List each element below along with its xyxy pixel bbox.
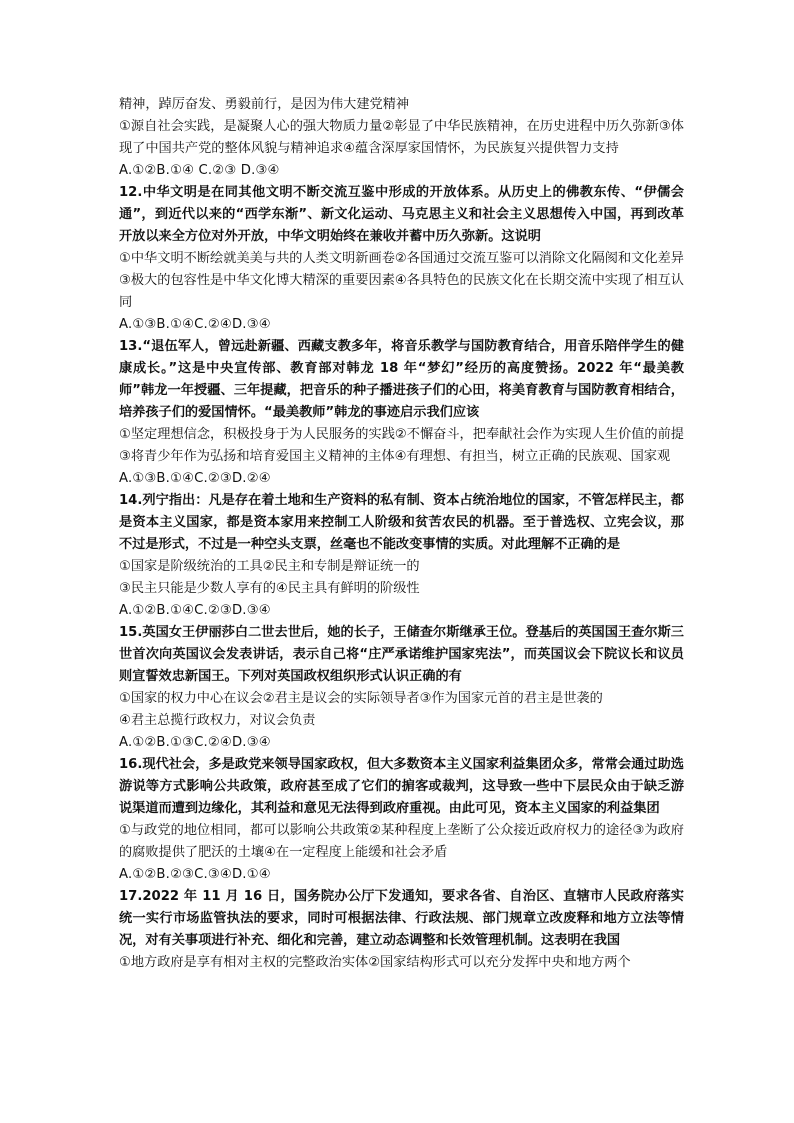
- text-line: 精神，踔厉奋发、勇毅前行，是因为伟大建党精神: [119, 97, 410, 112]
- answer-options: A.①③B.①④C.②④D.③④: [119, 317, 271, 332]
- statement-line: ④君主总揽行政权力，对议会负责: [119, 713, 316, 728]
- question-15: 15.英国女王伊丽莎白二世去世后，她的长子，王储查尔斯继承王位。登基后的英国国王查尔斯三世首次向英国议会发表讲话，表示自己将“庄严承诺维护国家宪法”，而英国议会下院议长和议员则宣誓效忠新国王。下列对英国政权组织形式认识正确的有: [119, 625, 684, 684]
- question-12: 12.中华文明是在同其他文明不断交流互鉴中形成的开放体系。从历史上的佛教东传、“伊儒会通”，到近代以来的“西学东渐”、新文化运动、马克思主义和社会主义思想传入中国，再到改革开放以来全方位对外开放，中华文明始终在兼收并蓄中历久弥新。这说明: [119, 185, 684, 244]
- answer-options: A.①②B.①④C.②③D.③④: [119, 603, 271, 618]
- question-16: 16.现代社会，多是政党来领导国家政权，但大多数资本主义国家利益集团众多，常常会通过助选游说等方式影响公共政策，政府甚至成了它们的掮客或裁判，这导致一些中下层民众由于缺乏游说渠道而遭到边缘化，其利益和意见无法得到政府重视。由此可见，资本主义国家的利益集团: [119, 757, 684, 816]
- statement-line: ①坚定理想信念，积极投身于为人民服务的实践②不懈奋斗，把奉献社会作为实现人生价值的前提③将青少年作为弘扬和培育爱国主义精神的主体④有理想、有担当，树立正确的民族观、国家观: [119, 427, 684, 464]
- statement-line: ①源自社会实践，是凝聚人心的强大物质力量②彰显了中华民族精神，在历史进程中历久弥新③体现了中国共产党的整体风貌与精神追求④蕴含深厚家国情怀，为民族复兴提供智力支持: [119, 119, 684, 156]
- statement-line: ①国家的权力中心在议会②君主是议会的实际领导者③作为国家元首的君主是世袭的: [119, 691, 603, 706]
- answer-options: A.①②B.①④ C.②③ D.③④: [119, 163, 280, 178]
- question-14: 14.列宁指出：凡是存在着土地和生产资料的私有制、资本占统治地位的国家，不管怎样民主，都是资本主义国家，都是资本家用来控制工人阶级和贫苦农民的机器。至于普选权、立宪会议，那不过是形式，不过是一种空头支票，丝毫也不能改变事情的实质。对此理解不正确的是: [119, 493, 684, 552]
- statement-line: ①中华文明不断绘就美美与共的人类文明新画卷②各国通过交流互鉴可以消除文化隔阂和文化差异③极大的包容性是中华文化博大精深的重要因素④各具特色的民族文化在长期交流中实现了相互认同: [119, 251, 684, 310]
- answer-options: A.①②B.②③C.③④D.①④: [119, 867, 271, 882]
- question-17: 17.2022 年 11 月 16 日，国务院办公厅下发通知，要求各省、自治区、直辖市人民政府落实统一实行市场监管执法的要求，同时可根据法律、行政法规、部门规章立改废释和地方立法等情况，对有关事项进行补充、细化和完善，建立动态调整和长效管理机制。这表明在我国: [119, 889, 684, 948]
- answer-options: A.①②B.①③C.②④D.③④: [119, 735, 271, 750]
- statement-line: ①与政党的地位相同，都可以影响公共政策②某种程度上垄断了公众接近政府权力的途径③为政府的腐败提供了肥沃的土壤④在一定程度上能缓和社会矛盾: [119, 823, 684, 860]
- exam-content: [119, 94, 684, 974]
- statement-line: ①国家是阶级统治的工具②民主和专制是辩证统一的: [119, 559, 420, 574]
- question-13: 13.“退伍军人，曾远赴新疆、西藏支教多年，将音乐教学与国防教育结合，用音乐陪伴学生的健康成长。”这是中央宣传部、教育部对韩龙 18 年“梦幻”经历的高度赞扬。2022 年“最美教师”韩龙一年授疆、三年提藏，把音乐的种子播进孩子们的心田，将美育教育与国防教育相结合，培养孩子们的爱国情怀。“最美教师”韩龙的事迹启示我们应该: [119, 339, 684, 420]
- statement-line: ①地方政府是享有相对主权的完整政治实体②国家结构形式可以充分发挥中央和地方两个: [119, 955, 631, 970]
- answer-options: A.①③B.①④C.②③D.②④: [119, 471, 271, 486]
- statement-line: ③民主只能是少数人享有的④民主具有鲜明的阶级性: [119, 581, 420, 596]
